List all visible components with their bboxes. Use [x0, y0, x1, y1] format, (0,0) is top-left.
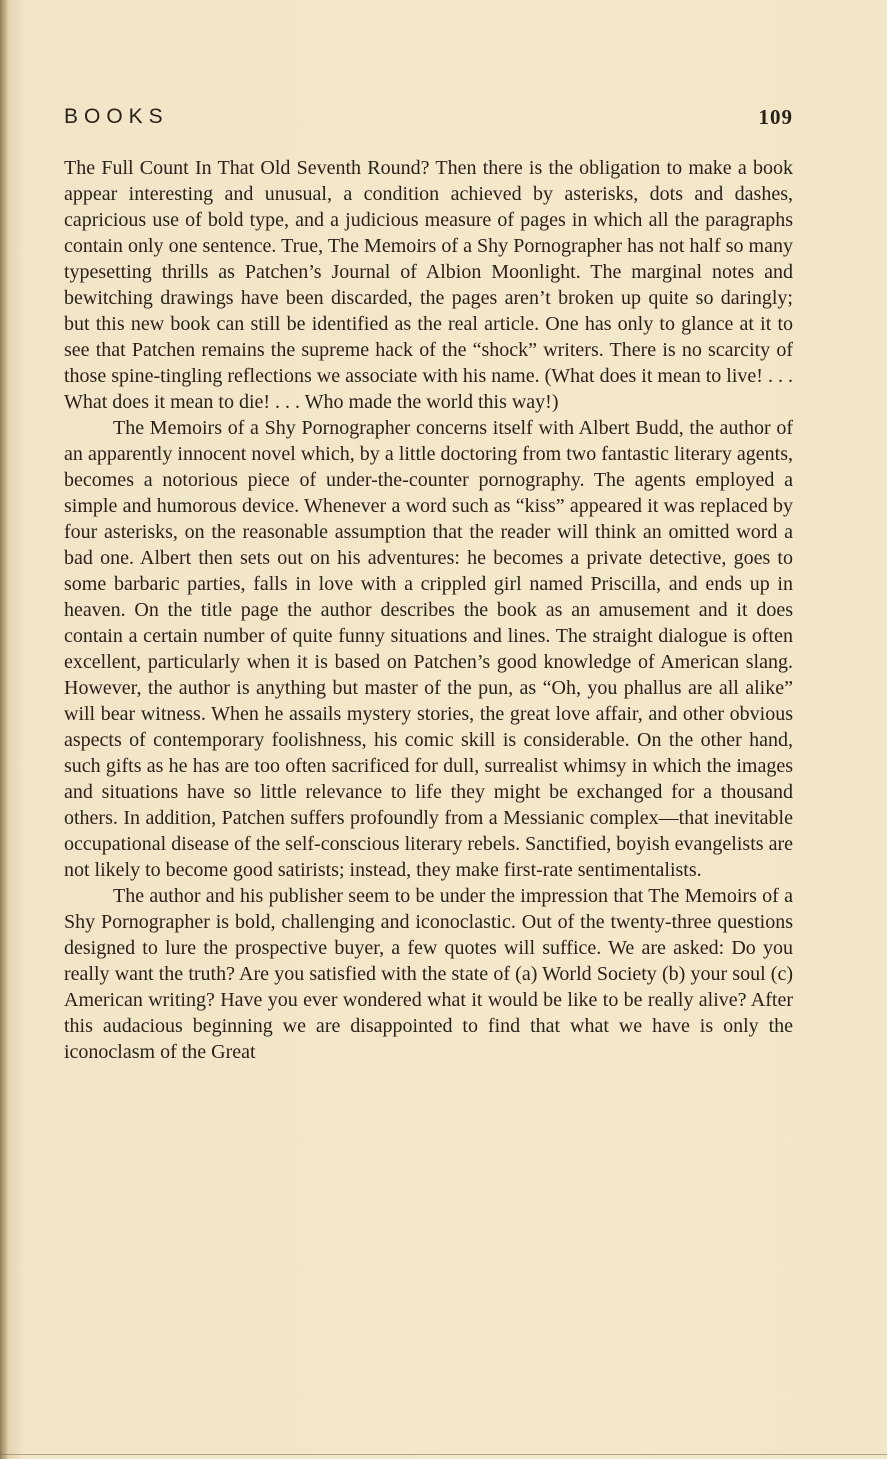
article-text [64, 155, 793, 1375]
running-header [64, 102, 793, 134]
page-number: 109 [758, 105, 793, 129]
paragraph-3: The author and his publisher seem to be under the impression that The Memoirs of a Shy Pornographer is bold, challenging and iconoclastic. Out of the twenty-three questions designed to lure the prospective buyer, a few quotes will suffice. We are asked: Do you really want the truth? Are you satisfied with the state of (a) World Society (b) your soul (c) American writing? Have you ever wondered what it would be like to be really alive? After this audacious beginning we are disappointed to find that what we have is only the iconoclasm of the Great [64, 885, 793, 1063]
page-binding-edge [0, 0, 8, 1459]
section-title: BOOKS [64, 105, 169, 128]
paragraph-1: The Full Count In That Old Seventh Round? Then there is the obligation to make a book appear interesting and unusual, a condition achieved by asterisks, dots and dashes, capricious use of bold type, and a judicious measure of pages in which all the paragraphs contain only one sentence. True, The Memoirs of a Shy Pornographer has not half so many typesetting thrills as Patchen’s Journal of Albion Moonlight. The marginal notes and bewitching drawings have been discarded, the pages aren’t broken up quite so daringly; but this new book can still be identified as the real article. One has only to glance at it to see that Patchen remains the supreme hack of the “shock” writers. There is no scarcity of those spine-tingling reflections we associate with his name. (What does it mean to live! . . . What does it mean to die! . . . Who made the world this way!) [64, 157, 793, 413]
page-bottom-edge [0, 1454, 887, 1455]
paragraph-2: The Memoirs of a Shy Pornographer concerns itself with Albert Budd, the author of an apparently innocent novel which, by a little doctoring from two fantastic literary agents, becomes a notorious piece of under-the-counter pornography. The agents employed a simple and humorous device. Whenever a word such as “kiss” appeared it was replaced by four asterisks, on the reasonable assumption that the reader will think an omitted word a bad one. Albert then sets out on his adventures: he becomes a private detective, goes to some barbaric parties, falls in love with a crippled girl named Priscilla, and ends up in heaven. On the title page the author describes the book as an amusement and it does contain a certain number of quite funny situations and lines. The straight dialogue is often excellent, particularly when it is based on Patchen’s good knowledge of American slang. However, the author is anything but master of the pun, as “Oh, you phallus are all alike” will bear witness. When he assails mystery stories, the great love affair, and other obvious aspects of contemporary foolishness, his comic skill is considerable. On the other hand, such gifts as he has are too often sacrificed for dull, surrealist whimsy in which the images and situations have so little relevance to life they might be exchanged for a thousand others. In addition, Patchen suffers profoundly from a Messianic complex—that inevitable occupational disease of the self-conscious literary rebels. Sanctified, boyish evangelists are not likely to become good satirists; instead, they make first-rate sentimentalists. [64, 417, 793, 881]
